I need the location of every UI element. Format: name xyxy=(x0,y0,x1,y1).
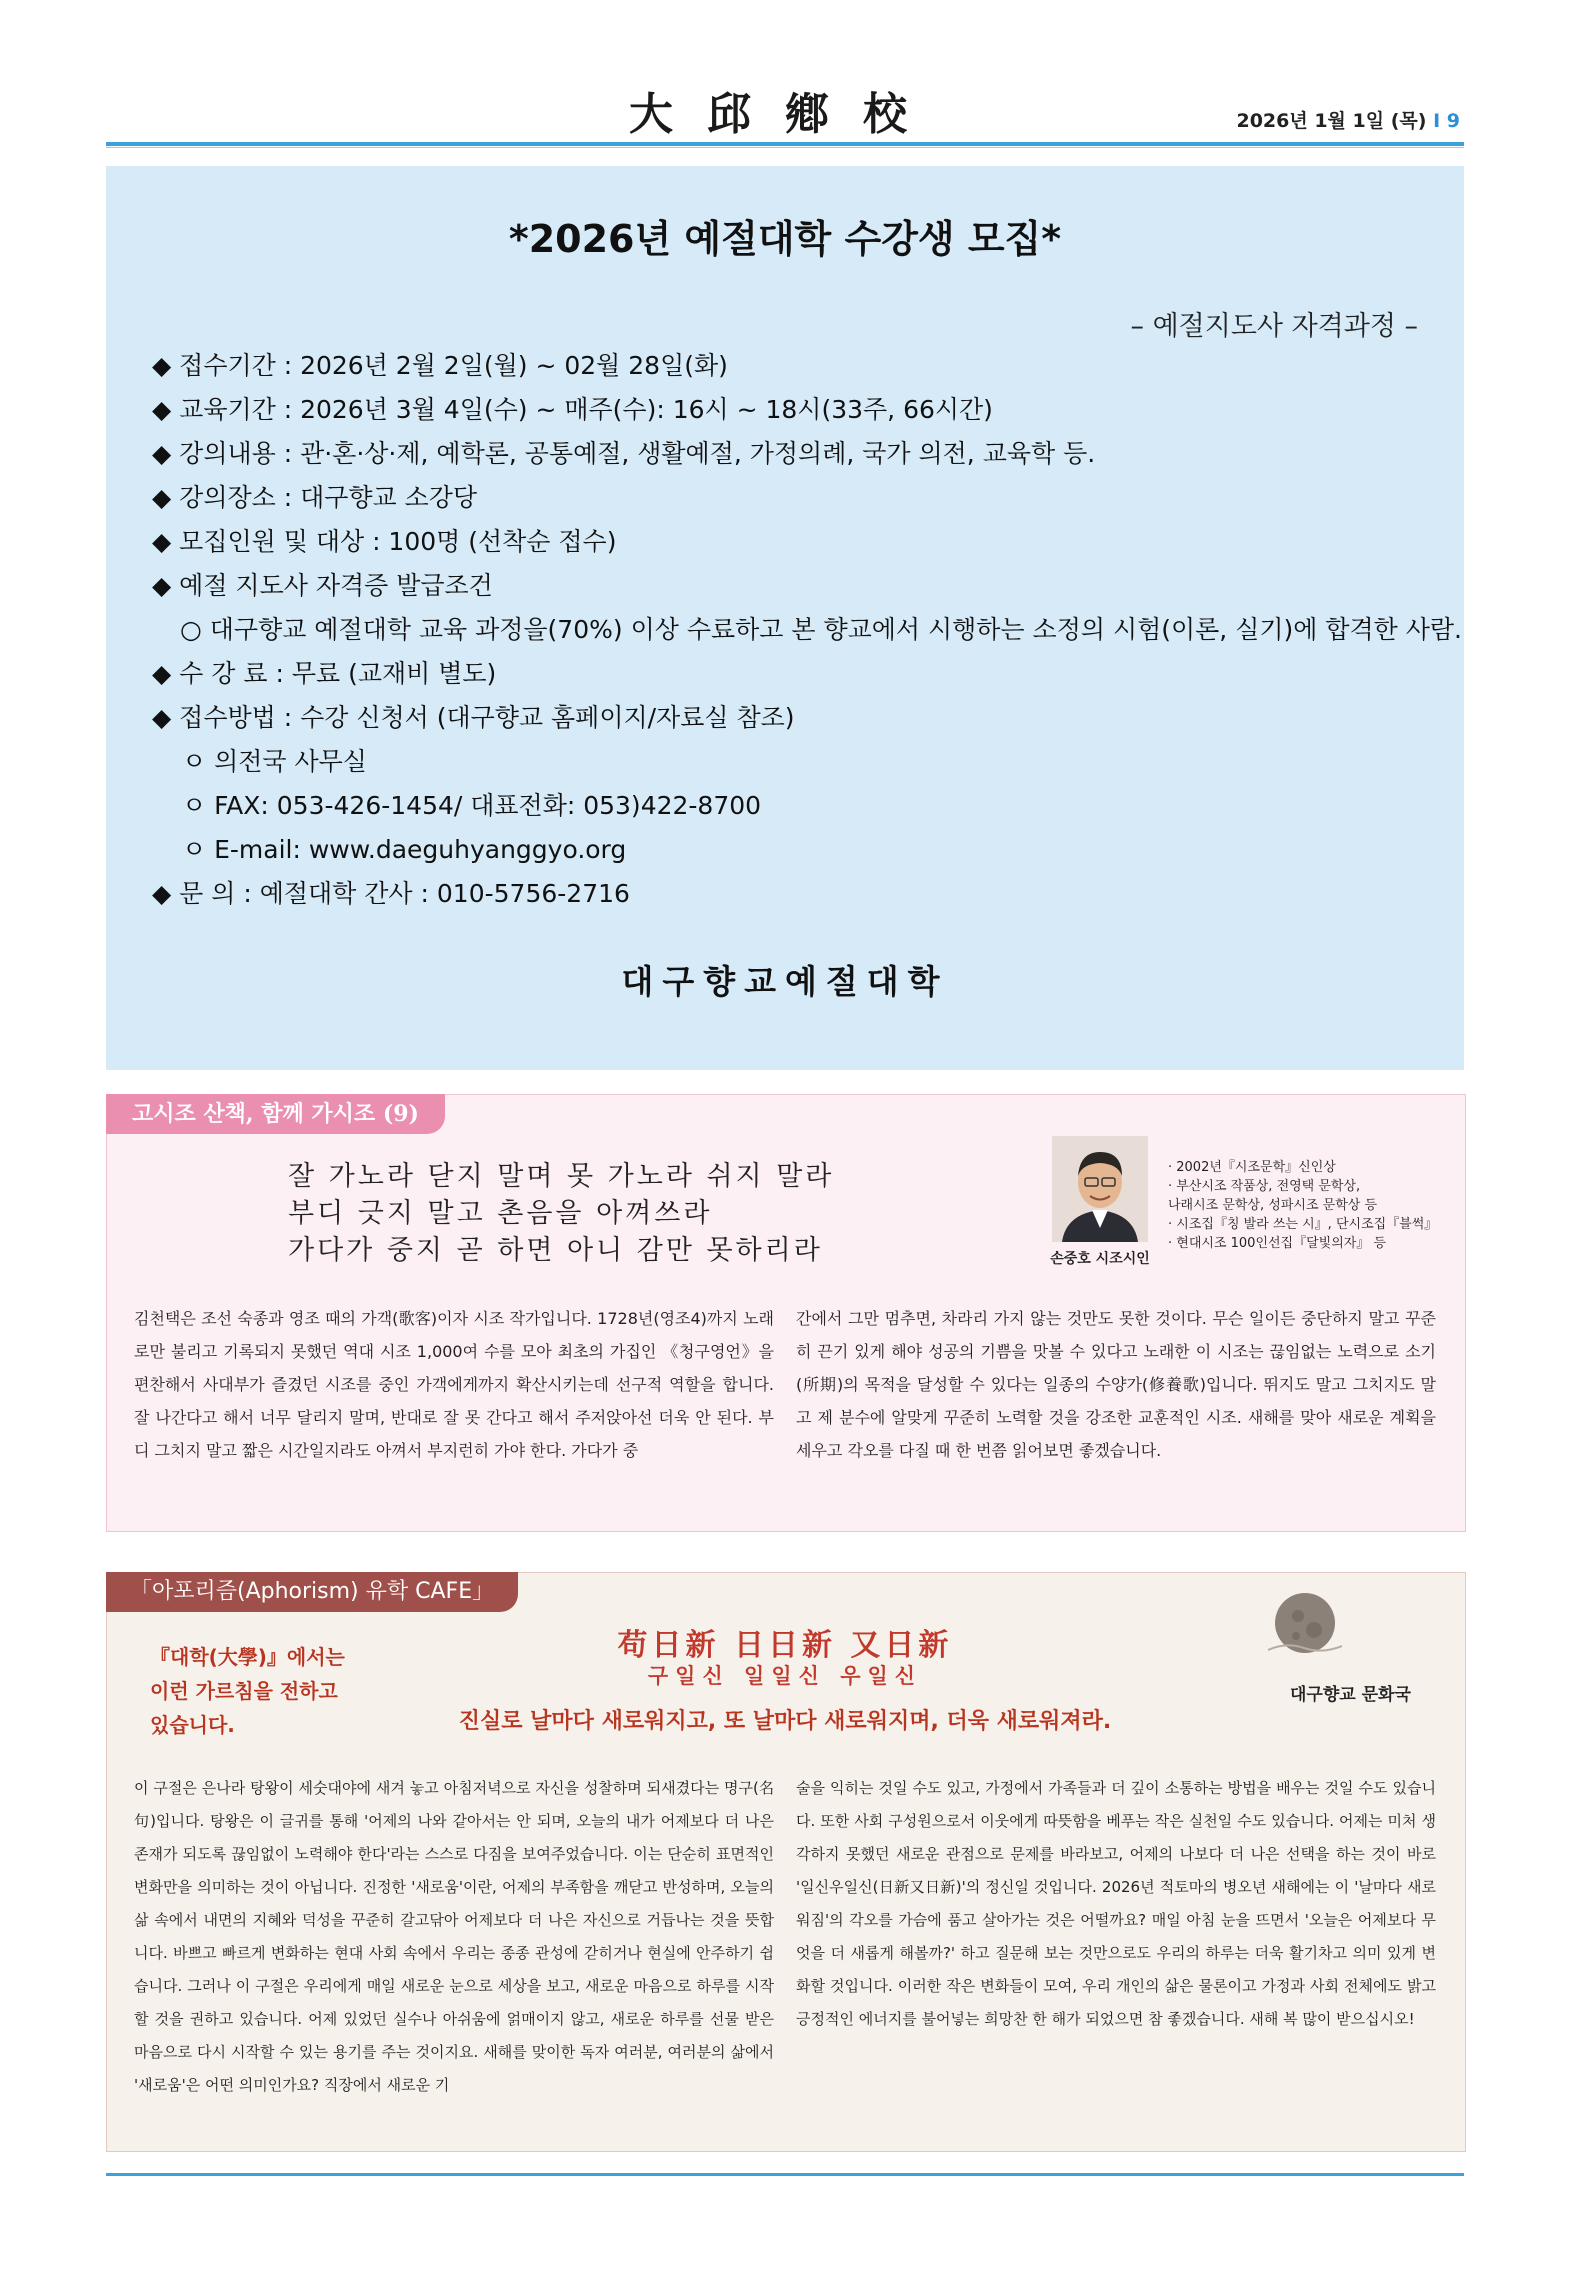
poem-line-1: 잘 가노라 닫지 말며 못 가노라 쉬지 말라 xyxy=(288,1161,835,1192)
detail-office: ㅇ 의전국 사무실 xyxy=(182,747,367,776)
detail-education-period: ◆ 교육기간 : 2026년 3월 4일(수) ~ 매주(수): 16시 ~ 18시(33주, 66시간) xyxy=(152,395,993,424)
detail-email: ㅇ E-mail: www.daeguhyanggyo.org xyxy=(182,835,627,864)
author-photo xyxy=(1052,1136,1148,1242)
footer-rule xyxy=(106,2173,1464,2176)
sijo-commentary-col-1: 김천택은 조선 숙종과 영조 때의 가객(歌客)이자 시조 작가입니다. 1728년(영조4)까지 노래로만 불리고 기록되지 못했던 역대 시조 1,000여 수를 모아 최초의 가집인 《청구영언》을 편찬해서 사대부가 즐겼던 시조를 중인 가객에게까지 확산시키는데 선구적 역할을 합니다. 잘 나간다고 해서 너무 달리지 말며, 반대로 잘 못 간다고 해서 주저앉아선 더욱 안 된다. 부디 그치지 말고 짧은 시간일지라도 아껴서 부지런히 가야 한다. 가다가 중 xyxy=(134,1309,774,1460)
detail-lecture-venue: ◆ 강의장소 : 대구향교 소강당 xyxy=(152,483,478,512)
detail-application-period: ◆ 접수기간 : 2026년 2월 2일(월) ~ 02월 28일(화) xyxy=(152,351,728,380)
detail-tuition: ◆ 수 강 료 : 무료 (교재비 별도) xyxy=(152,659,497,688)
page-number: 9 xyxy=(1446,110,1460,132)
bio-line: · 2002년『시조문학』신인상 xyxy=(1168,1160,1336,1175)
bio-line: · 현대시조 100인선집『달빛의자』 등 xyxy=(1168,1236,1387,1251)
header-rule-thin xyxy=(106,147,1464,148)
detail-certificate-conditions: ◆ 예절 지도사 자격증 발급조건 xyxy=(152,571,493,600)
recruitment-subtitle: – 예절지도사 자격과정 – xyxy=(1130,311,1418,342)
aphorism-section-tab: 「아포리즘(Aphorism) 유학 CAFE」 xyxy=(106,1572,518,1612)
aphorism-credit: 대구향교 문화국 xyxy=(1290,1685,1411,1705)
moon-icon xyxy=(1268,1586,1342,1660)
moon-illustration xyxy=(1268,1586,1342,1660)
aphorism-hanja: 苟日新 日日新 又日新 xyxy=(617,1628,953,1663)
detail-lecture-content: ◆ 강의내용 : 관·혼·상·제, 예학론, 공통예절, 생활예절, 가정의례, 국가 의전, 교육학 등. xyxy=(152,439,1096,468)
header-rule xyxy=(106,142,1464,146)
date-text: 2026년 1월 1일 (목) xyxy=(1236,110,1427,132)
poem-line-2: 부디 긋지 말고 촌음을 아껴쓰라 xyxy=(288,1198,713,1229)
author-name: 손중호 시조시인 xyxy=(1050,1251,1150,1267)
recruitment-details xyxy=(152,344,1462,916)
detail-capacity: ◆ 모집인원 및 대상 : 100명 (선착순 접수) xyxy=(152,527,617,556)
bio-line: 나래시조 문학상, 성파시조 문학상 등 xyxy=(1168,1198,1378,1213)
detail-application-method: ◆ 접수방법 : 수강 신청서 (대구향교 홈페이지/자료실 참조) xyxy=(152,703,795,732)
detail-inquiry: ◆ 문 의 : 예절대학 간사 : 010-5756-2716 xyxy=(152,879,630,908)
bio-line: · 부산시조 작품상, 전영택 문학상, xyxy=(1168,1179,1361,1194)
sijo-section-tab: 고시조 산책, 함께 가시조 (9) xyxy=(106,1094,445,1134)
page-separator: I xyxy=(1433,110,1441,132)
aphorism-intro: 『대학(大學)』에서는 이런 가르침을 전하고 있습니다. xyxy=(150,1645,345,1737)
aphorism-body-col-2: 술을 익히는 것일 수도 있고, 가정에서 가족들과 더 깊이 소통하는 방법을 배우는 것일 수도 있습니다. 또한 사회 구성원으로서 이웃에게 따뜻함을 베푸는 작은 실천일 수도 있습니다. 어제는 미처 생각하지 못했던 새로운 관점으로 문제를 바라보고, 어제의 나보다 더 나은 선택을 하는 것이 바로 '일신우일신(日新又日新)'의 정신일 것입니다. 2026년 적토마의 병오년 새해에는 이 '날마다 새로워짐'의 각오를 가슴에 품고 살아가는 것은 어떨까요? 매일 아침 눈을 뜨면서 '오늘은 어제보다 무엇을 더 새롭게 해볼까?' 하고 질문해 보는 것만으로도 우리의 하루는 더욱 활기차고 의미 있게 변화할 것입니다. 이러한 작은 변화들이 모여, 우리 개인의 삶은 물론이고 가정과 사회 전체에도 밝고 긍정적인 에너지를 불어넣는 희망찬 한 해가 되었으면 참 좋겠습니다. 새해 복 많이 받으십시오! xyxy=(796,1779,1436,2028)
recruitment-signature: 대구향교예절대학 xyxy=(621,962,949,1001)
aphorism-body-col-1: 이 구절은 은나라 탕왕이 세숫대야에 새겨 놓고 아침저녁으로 자신을 성찰하며 되새겼다는 명구(名句)입니다. 탕왕은 이 글귀를 통해 '어제의 나와 같아서는 안 되며, 오늘의 내가 어제보다 더 나은 존재가 되도록 끊임없이 노력해야 한다'라는 스스로 다짐을 보여주었습니다. 이는 단순히 표면적인 변화만을 의미하는 것이 아닙니다. 진정한 '새로움'이란, 어제의 부족함을 깨닫고 반성하며, 오늘의 삶 속에서 내면의 지혜와 덕성을 꾸준히 갈고닦아 어제보다 더 나은 자신으로 거듭나는 것을 뜻합니다. 바쁘고 빠르게 변화하는 현대 사회 속에서 우리는 종종 관성에 갇히거나 현실에 안주하기 쉽습니다. 그러나 이 구절은 우리에게 매일 새로운 눈으로 세상을 보고, 새로운 마음으로 하루를 시작할 것을 권하고 있습니다. 어제 있었던 실수나 아쉬움에 얽매이지 않고, 새로운 하루를 선물 받은 마음으로 다시 시작할 수 있는 용기를 주는 것이지요. 새해를 맞이한 독자 여러분, 여러분의 삶에서 '새로움'은 어떤 의미인가요? 직장에서 새로운 기 xyxy=(134,1779,774,2094)
aphorism-translation: 진실로 날마다 새로워지고, 또 날마다 새로워지며, 더욱 새로워져라. xyxy=(458,1709,1112,1734)
detail-fax-phone: ㅇ FAX: 053-426-1454/ 대표전화: 053)422-8700 xyxy=(182,791,762,820)
sijo-commentary-col-2: 간에서 그만 멈추면, 차라리 가지 않는 것만도 못한 것이다. 무슨 일이든 중단하지 말고 꾸준히 끈기 있게 해야 성공의 기쁨을 맛볼 수 있다고 노래한 이 시조는 끊임없는 노력으로 소기(所期)의 목적을 달성할 수 있다는 일종의 수양가(修養歌)입니다. 뛰지도 말고 그치지도 말고 제 분수에 알맞게 꾸준히 노력할 것을 강조한 교훈적인 시조. 새해를 맞아 새로운 계획을 세우고 각오를 다질 때 한 번쯤 읽어보면 좋겠습니다. xyxy=(796,1309,1436,1460)
author-portrait-icon xyxy=(1052,1136,1148,1242)
bio-line: · 시조집『칭 발라 쓰는 시』, 단시조집『블썩』 xyxy=(1168,1217,1438,1232)
aphorism-reading: 구일신 일일신 우일신 xyxy=(647,1663,923,1688)
detail-certificate-requirement: ○ 대구향교 예절대학 교육 과정을(70%) 이상 수료하고 본 향교에서 시행하는 소정의 시험(이론, 실기)에 합격한 사람. xyxy=(180,615,1462,644)
sijo-poem xyxy=(288,1158,848,1269)
issue-date xyxy=(1236,106,1460,133)
masthead-title: 大邱鄕校 xyxy=(629,89,941,140)
poem-line-3: 가다가 중지 곧 하면 아니 감만 못하리라 xyxy=(288,1235,823,1266)
author-bio xyxy=(1168,1158,1458,1253)
recruitment-title: *2026년 예절대학 수강생 모집* xyxy=(508,217,1062,261)
recruitment-notice xyxy=(106,166,1464,1070)
